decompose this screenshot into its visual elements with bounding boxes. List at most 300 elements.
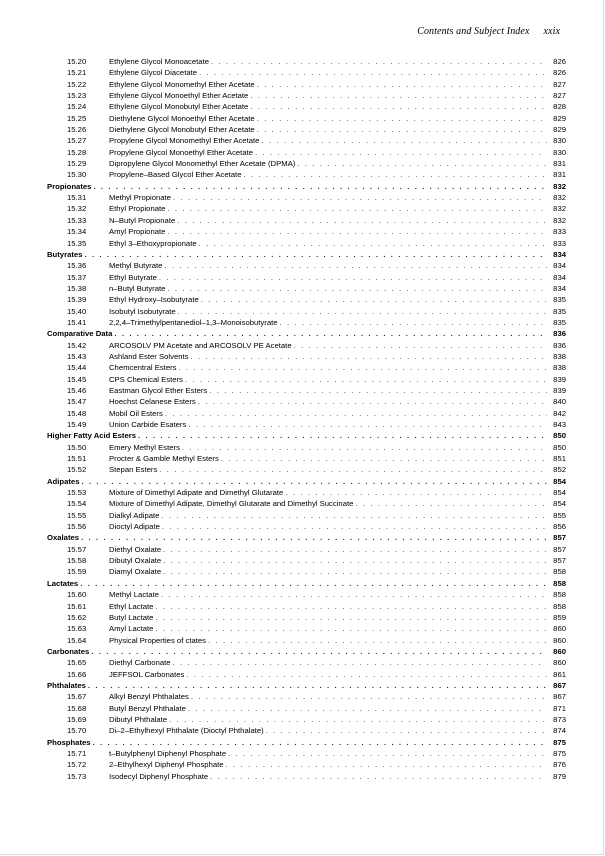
dot-leader	[208, 635, 547, 646]
entry-number: 15.52	[67, 465, 87, 475]
entry-number: 15.64	[67, 635, 87, 645]
dot-leader	[297, 158, 547, 169]
entry-line	[109, 498, 566, 509]
toc-entry	[47, 306, 566, 317]
toc-entry	[47, 90, 566, 101]
toc-entry	[47, 691, 566, 702]
page-number: 830	[553, 147, 566, 157]
entry-line	[47, 737, 566, 748]
entry-number: 15.49	[67, 420, 87, 429]
page-number: 843	[553, 420, 566, 429]
entry-number: 15.32	[67, 204, 87, 214]
toc-entry	[47, 555, 566, 566]
entry-line	[109, 374, 566, 385]
entry-number: 15.21	[67, 68, 87, 78]
entry-number: 15.65	[67, 658, 87, 668]
page-number: 839	[553, 385, 566, 395]
entry-number: 15.35	[67, 238, 87, 248]
toc-section-heading	[47, 328, 566, 339]
page-number: 850	[553, 442, 566, 452]
entry-line	[109, 340, 566, 351]
page-number: 851	[553, 454, 566, 464]
page-number: 832	[553, 215, 566, 225]
dot-leader	[161, 510, 547, 521]
table-of-contents	[47, 56, 566, 782]
entry-title: Amyl Lactate	[109, 624, 154, 634]
section-title: Adipates	[47, 476, 80, 486]
toc-section-heading	[47, 737, 566, 748]
entry-title: Ethylene Glycol Monomethyl Ether Acetate	[109, 79, 255, 89]
dot-leader	[84, 249, 547, 260]
toc-entry	[47, 158, 566, 169]
page-number: 859	[553, 612, 566, 622]
entry-number: 15.46	[67, 385, 87, 395]
entry-number: 15.58	[67, 556, 87, 566]
dot-leader	[199, 67, 547, 78]
page-number: 842	[553, 408, 566, 418]
entry-number: 15.30	[67, 170, 87, 180]
dot-leader	[163, 544, 547, 555]
entry-title: Butyl Lactate	[109, 612, 154, 622]
running-head-page-number: xxix	[543, 26, 560, 37]
page-number: 830	[553, 136, 566, 146]
dot-leader	[80, 578, 547, 589]
dot-leader	[167, 283, 547, 294]
toc-entry	[47, 498, 566, 509]
toc-entry	[47, 669, 566, 680]
entry-number: 15.44	[67, 363, 87, 373]
dot-leader	[177, 215, 547, 226]
entry-number: 15.54	[67, 499, 87, 509]
entry-title: Mixture of Dimethyl Adipate, Dimethyl Glutarate and Dimethyl Succinate	[109, 499, 354, 509]
entry-title: Amyl Propionate	[109, 227, 166, 237]
entry-title: Ethyl Propionate	[109, 204, 166, 214]
entry-title: JEFFSOL Carbonates	[109, 669, 185, 679]
entry-line	[109, 725, 566, 736]
entry-number: 15.59	[67, 567, 87, 577]
page-number: 831	[553, 159, 566, 169]
entry-number: 15.71	[67, 748, 87, 758]
entry-title: Diethyl Oxalate	[109, 544, 162, 554]
page-number: 826	[553, 68, 566, 78]
entry-line	[109, 669, 566, 680]
toc-entry	[47, 623, 566, 634]
toc-section-heading	[47, 430, 566, 441]
toc-entry	[47, 601, 566, 612]
entry-line	[109, 192, 566, 203]
dot-leader	[155, 612, 547, 623]
entry-line	[109, 385, 566, 396]
entry-line	[109, 544, 566, 555]
entry-title: Dipropylene Glycol Monomethyl Ether Acetate (DPMA)	[109, 159, 296, 169]
toc-entry	[47, 169, 566, 180]
dot-leader	[173, 192, 547, 203]
section-title: Propionates	[47, 181, 92, 191]
entry-line	[109, 566, 566, 577]
page-number: 854	[553, 476, 566, 486]
entry-title: Physical Properties of ctates	[109, 635, 206, 645]
page-number: 826	[553, 57, 566, 66]
dot-leader	[250, 101, 547, 112]
toc-entry	[47, 635, 566, 646]
entry-title: Mixture of Dimethyl Adipate and Dimethyl Glutarate	[109, 488, 284, 498]
dot-leader	[114, 328, 547, 339]
entry-title: Chemcentral Esters	[109, 363, 177, 373]
entry-number: 15.69	[67, 714, 87, 724]
page-number: 833	[553, 238, 566, 248]
page-number: 850	[553, 431, 566, 441]
entry-title: Ethylene Glycol Monobutyl Ether Acetate	[109, 102, 249, 112]
section-title: Phosphates	[47, 737, 91, 747]
entry-title: n–Butyl Butyrate	[109, 283, 166, 293]
entry-number: 15.31	[67, 193, 87, 203]
entry-number: 15.42	[67, 340, 87, 350]
entry-line	[109, 601, 566, 612]
toc-entry	[47, 340, 566, 351]
entry-line	[109, 464, 566, 475]
page-number: 861	[553, 669, 566, 679]
toc-section-heading	[47, 181, 566, 192]
entry-title: Ethylene Glycol Monoethyl Ether Acetate	[109, 91, 249, 101]
page-number: 839	[553, 374, 566, 384]
toc-entry	[47, 79, 566, 90]
page-number: 875	[553, 748, 566, 758]
toc-entry	[47, 351, 566, 362]
toc-entry	[47, 67, 566, 78]
toc-entry	[47, 589, 566, 600]
toc-entry	[47, 703, 566, 714]
page-number: 828	[553, 102, 566, 112]
section-title: Phthalates	[47, 680, 86, 690]
entry-title: Ethylene Glycol Monoacetate	[109, 57, 209, 66]
entry-number: 15.45	[67, 374, 87, 384]
dot-leader	[211, 56, 547, 67]
toc-entry	[47, 203, 566, 214]
entry-line	[109, 453, 566, 464]
entry-number: 15.60	[67, 590, 87, 600]
dot-leader	[191, 691, 547, 702]
entry-title: Union Carbide Esaters	[109, 420, 187, 429]
entry-number: 15.55	[67, 510, 87, 520]
entry-number: 15.66	[67, 669, 87, 679]
entry-number: 15.62	[67, 612, 87, 622]
page-number: 827	[553, 79, 566, 89]
page-number: 840	[553, 397, 566, 407]
entry-line	[109, 487, 566, 498]
dot-leader	[243, 169, 547, 180]
toc-entry	[47, 56, 566, 67]
entry-line	[109, 124, 566, 135]
page-number: 867	[553, 692, 566, 702]
entry-line	[47, 646, 566, 657]
entry-line	[109, 79, 566, 90]
page-number: 858	[553, 601, 566, 611]
running-head-title: Contents and Subject Index	[417, 26, 530, 37]
entry-number: 15.72	[67, 760, 87, 770]
entry-line	[109, 306, 566, 317]
entry-title: N–Butyl Propionate	[109, 215, 176, 225]
page-number: 836	[553, 340, 566, 350]
running-head	[417, 26, 560, 37]
page-number: 867	[553, 680, 566, 690]
entry-title: Eastman Glycol Ether Esters	[109, 385, 208, 395]
entry-title: Dialkyl Adipate	[109, 510, 160, 520]
dot-leader	[169, 714, 547, 725]
page-number: 831	[553, 170, 566, 180]
entry-title: Di–2–Ethylhexyl Phthalate (Dioctyl Phthalate)	[109, 726, 264, 736]
entry-line	[47, 430, 566, 441]
page-number: 838	[553, 363, 566, 373]
dot-leader	[138, 430, 547, 441]
entry-title: Dibutyl Phthalate	[109, 714, 168, 724]
entry-line	[109, 623, 566, 634]
entry-line	[109, 748, 566, 759]
entry-title: 2–Ethylhexyl Diphenyl Phosphate	[109, 760, 224, 770]
entry-title: Ashland Ester Solvents	[109, 351, 189, 361]
entry-line	[109, 203, 566, 214]
page-number: 834	[553, 272, 566, 282]
toc-entry	[47, 272, 566, 283]
entry-number: 15.51	[67, 454, 87, 464]
toc-entry	[47, 317, 566, 328]
entry-title: Isobutyl Isobutyrate	[109, 306, 176, 316]
entry-number: 15.39	[67, 295, 87, 305]
entry-title: Methyl Lactate	[109, 590, 159, 600]
entry-number: 15.33	[67, 215, 87, 225]
entry-number: 15.34	[67, 227, 87, 237]
entry-line	[109, 419, 566, 430]
dot-leader	[155, 601, 547, 612]
dot-leader	[81, 532, 547, 543]
toc-entry	[47, 294, 566, 305]
dot-leader	[161, 589, 547, 600]
page-number: 827	[553, 91, 566, 101]
page-number: 836	[553, 329, 566, 339]
entry-title: Propylene Glycol Monomethyl Ether Acetate	[109, 136, 260, 146]
entry-line	[109, 101, 566, 112]
toc-section-heading	[47, 532, 566, 543]
toc-entry	[47, 759, 566, 770]
entry-line	[109, 147, 566, 158]
toc-entry	[47, 192, 566, 203]
entry-line	[109, 56, 566, 67]
entry-title: Hoechst Celanese Esters	[109, 397, 196, 407]
dot-leader	[199, 238, 547, 249]
entry-title: Ethyl Hydroxy–Isobutyrate	[109, 295, 199, 305]
entry-line	[109, 771, 566, 782]
entry-number: 15.24	[67, 102, 87, 112]
entry-line	[109, 521, 566, 532]
page-number: 873	[553, 714, 566, 724]
entry-number: 15.67	[67, 692, 87, 702]
toc-entry	[47, 215, 566, 226]
dot-leader	[210, 771, 547, 782]
entry-number: 15.26	[67, 125, 87, 135]
entry-line	[109, 714, 566, 725]
dot-leader	[186, 669, 547, 680]
entry-line	[47, 532, 566, 543]
toc-entry	[47, 442, 566, 453]
entry-line	[109, 215, 566, 226]
entry-line	[47, 578, 566, 589]
dot-leader	[155, 623, 547, 634]
entry-number: 15.37	[67, 272, 87, 282]
toc-entry	[47, 124, 566, 135]
toc-entry	[47, 362, 566, 373]
toc-entry	[47, 453, 566, 464]
dot-leader	[261, 135, 547, 146]
entry-line	[47, 680, 566, 691]
entry-line	[109, 442, 566, 453]
dot-leader	[250, 90, 547, 101]
dot-leader	[93, 737, 547, 748]
dot-leader	[162, 521, 547, 532]
section-title: Carbonates	[47, 646, 90, 656]
dot-leader	[285, 487, 547, 498]
entry-title: Ethyl 3–Ethoxypropionate	[109, 238, 197, 248]
dot-leader	[188, 419, 547, 430]
entry-line	[109, 226, 566, 237]
entry-number: 15.47	[67, 397, 87, 407]
page-number: 829	[553, 125, 566, 135]
entry-line	[47, 249, 566, 260]
page-number: 834	[553, 261, 566, 271]
toc-section-heading	[47, 680, 566, 691]
entry-line	[109, 589, 566, 600]
toc-section-heading	[47, 646, 566, 657]
dot-leader	[93, 181, 547, 192]
page-number: 852	[553, 465, 566, 475]
page-number: 857	[553, 556, 566, 566]
entry-number: 15.41	[67, 317, 87, 327]
dot-leader	[185, 374, 547, 385]
entry-line	[109, 158, 566, 169]
page-number: 857	[553, 544, 566, 554]
entry-line	[109, 351, 566, 362]
entry-title: Butyl Benzyl Phthalate	[109, 703, 186, 713]
entry-number: 15.68	[67, 703, 87, 713]
toc-entry	[47, 408, 566, 419]
dot-leader	[257, 124, 547, 135]
page-number: 858	[553, 590, 566, 600]
page-number: 829	[553, 113, 566, 123]
page-number: 860	[553, 624, 566, 634]
entry-title: Isodecyl Diphenyl Phosphate	[109, 771, 209, 781]
dot-leader	[198, 396, 547, 407]
page-number: 832	[553, 204, 566, 214]
dot-leader	[280, 317, 547, 328]
entry-title: Ethyl Butyrate	[109, 272, 157, 282]
entry-line	[47, 181, 566, 192]
entry-number: 15.57	[67, 544, 87, 554]
entry-number: 15.36	[67, 261, 87, 271]
page-number: 875	[553, 737, 566, 747]
entry-title: Ethylene Glycol Diacetate	[109, 68, 198, 78]
entry-number: 15.56	[67, 522, 87, 532]
toc-entry	[47, 771, 566, 782]
entry-number: 15.61	[67, 601, 87, 611]
entry-title: Methyl Butyrate	[109, 261, 163, 271]
dot-leader	[221, 453, 547, 464]
entry-line	[47, 476, 566, 487]
entry-line	[109, 759, 566, 770]
entry-number: 15.27	[67, 136, 87, 146]
entry-title: Propylene Glycol Monoethyl Ether Acetate	[109, 147, 254, 157]
toc-entry	[47, 714, 566, 725]
entry-line	[109, 283, 566, 294]
entry-number: 15.40	[67, 306, 87, 316]
dot-leader	[173, 657, 547, 668]
section-title: Comparative Data	[47, 329, 113, 339]
toc-entry	[47, 147, 566, 158]
entry-title: Mobil Oil Esters	[109, 408, 163, 418]
toc-entry	[47, 510, 566, 521]
entry-line	[109, 510, 566, 521]
toc-section-heading	[47, 249, 566, 260]
dot-leader	[257, 113, 547, 124]
entry-line	[109, 238, 566, 249]
entry-line	[109, 272, 566, 283]
entry-title: Ethyl Lactate	[109, 601, 154, 611]
toc-entry	[47, 113, 566, 124]
entry-line	[109, 294, 566, 305]
dot-leader	[163, 555, 547, 566]
entry-title: Methyl Propionate	[109, 193, 171, 203]
entry-line	[109, 612, 566, 623]
toc-entry	[47, 260, 566, 271]
dot-leader	[188, 703, 547, 714]
entry-number: 15.43	[67, 351, 87, 361]
dot-leader	[179, 362, 547, 373]
dot-leader	[209, 385, 547, 396]
entry-title: Propylene–Based Glycol Ether Acetate	[109, 170, 242, 180]
entry-title: Dibutyl Oxalate	[109, 556, 162, 566]
entry-title: 2,2,4–Trimethylpentanediol–1,3–Monoisobutyrate	[109, 317, 278, 327]
entry-line	[109, 260, 566, 271]
toc-entry	[47, 487, 566, 498]
page-number: 858	[553, 567, 566, 577]
toc-entry	[47, 135, 566, 146]
toc-entry	[47, 657, 566, 668]
entry-line	[109, 169, 566, 180]
page-number: 860	[553, 646, 566, 656]
toc-entry	[47, 101, 566, 112]
dot-leader	[159, 272, 547, 283]
toc-entry	[47, 419, 566, 430]
entry-title: Alkyl Benzyl Phthalates	[109, 692, 189, 702]
dot-leader	[164, 260, 547, 271]
dot-leader	[355, 498, 547, 509]
toc-entry	[47, 283, 566, 294]
entry-number: 15.20	[67, 57, 87, 66]
dot-leader	[163, 566, 547, 577]
entry-line	[109, 362, 566, 373]
entry-number: 15.28	[67, 147, 87, 157]
dot-leader	[178, 306, 547, 317]
dot-leader	[190, 351, 547, 362]
entry-title: Diethyl Carbonate	[109, 658, 171, 668]
entry-number: 15.48	[67, 408, 87, 418]
dot-leader	[165, 408, 547, 419]
dot-leader	[167, 203, 547, 214]
toc-entry	[47, 566, 566, 577]
dot-leader	[266, 725, 547, 736]
entry-title: Stepan Esters	[109, 465, 158, 475]
toc-entry	[47, 544, 566, 555]
page-number: 855	[553, 510, 566, 520]
toc-entry	[47, 374, 566, 385]
entry-number: 15.73	[67, 771, 87, 781]
